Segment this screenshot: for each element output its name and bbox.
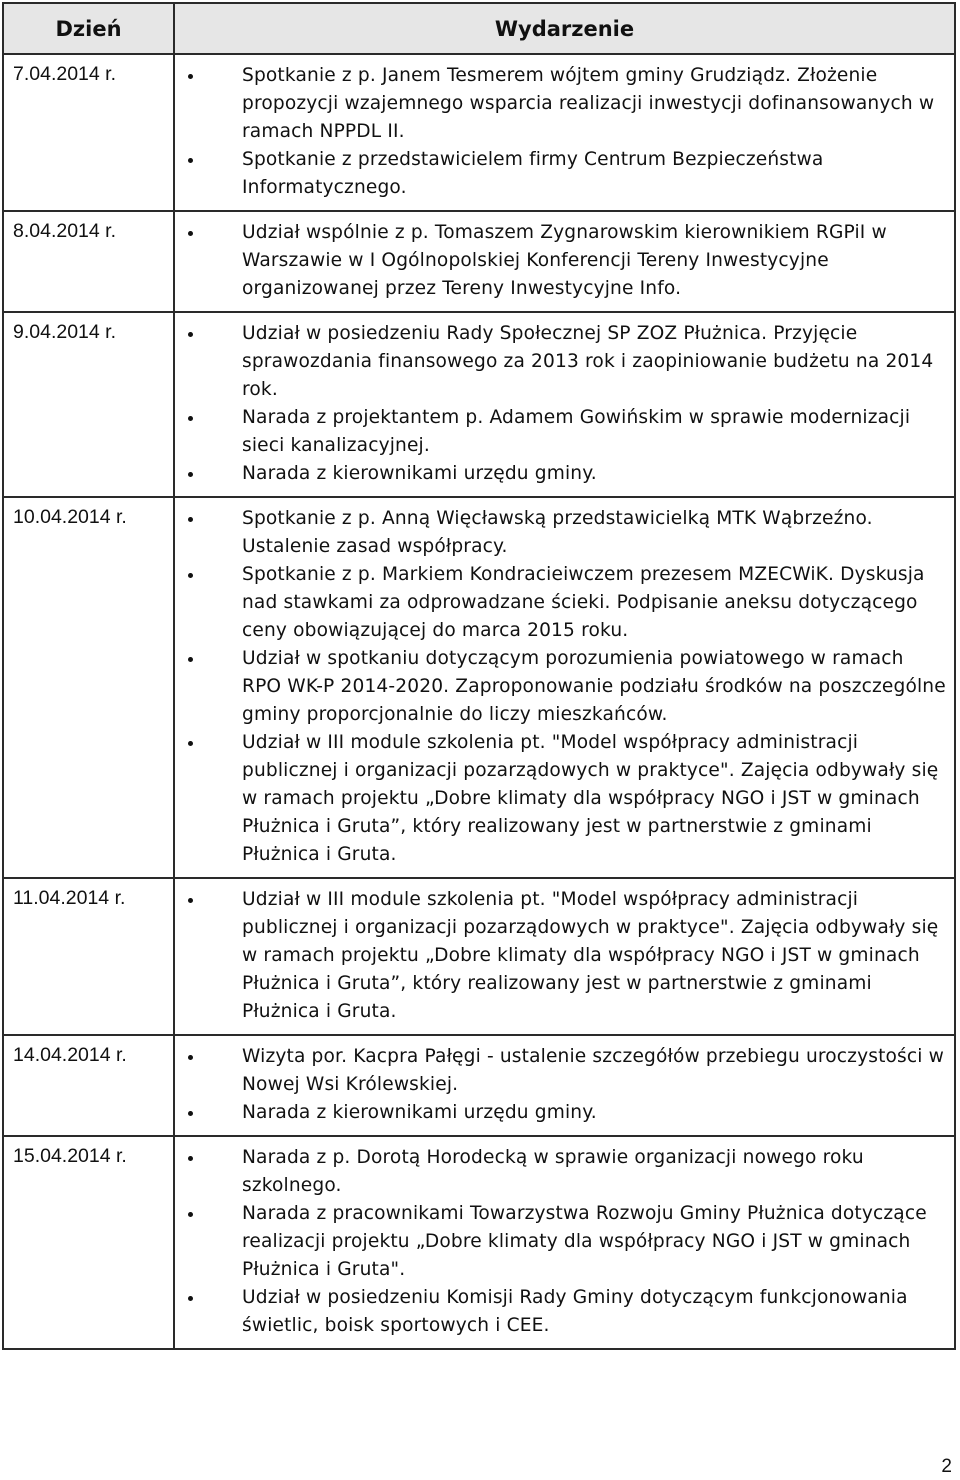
schedule-table (2, 2, 956, 1350)
event-item (175, 645, 948, 729)
day-cell: 9.04.2014 r. (3, 312, 174, 497)
day-cell: 14.04.2014 r. (3, 1035, 174, 1136)
schedule-body (3, 54, 955, 1349)
table-row (3, 1035, 955, 1136)
event-item (175, 1200, 948, 1284)
events-cell (174, 312, 955, 497)
event-text: Narada z kierownikami urzędu gminy. (242, 463, 597, 484)
events-cell (174, 878, 955, 1035)
table-row (3, 211, 955, 312)
bullet-icon (188, 657, 193, 662)
event-item (175, 1043, 948, 1099)
event-text: Narada z pracownikami Towarzystwa Rozwoju Gminy Płużnica dotyczące realizacji projektu „Dobre klimaty dla współpracy NGO i JST w gminach Płużnica i Gruta". (242, 1203, 927, 1280)
event-text: Udział w III module szkolenia pt. "Model współpracy administracji publicznej i organizacji pozarządowych w praktyce". Zajęcia odbywały się w ramach projektu „Dobre klimaty dla współpracy NGO i JST w gminach Płużnica i Gruta”, który realizowany jest w partnerstwie z gminami Płużnica i Gruta. (242, 889, 939, 1022)
event-list (175, 219, 948, 303)
event-column-header: Wydarzenie (174, 3, 955, 54)
event-item (175, 62, 948, 146)
event-list (175, 1144, 948, 1340)
table-row (3, 54, 955, 211)
events-cell (174, 54, 955, 211)
events-cell (174, 497, 955, 878)
event-item (175, 219, 948, 303)
event-text: Spotkanie z p. Markiem Kondracieiwczem prezesem MZECWiK. Dyskusja nad stawkami za odprowadzane ścieki. Podpisanie aneksu dotyczącego ceny obowiązującej do marca 2015 roku. (242, 564, 925, 641)
event-list (175, 62, 948, 202)
event-text: Spotkanie z przedstawicielem firmy Centrum Bezpieczeństwa Informatycznego. (242, 149, 824, 198)
event-text: Udział wspólnie z p. Tomaszem Zygnarowskim kierownikiem RGPiI w Warszawie w I Ogólnopolskiej Konferencji Tereny Inwestycyjne organizowanej przez Tereny Inwestycyjne Info. (242, 222, 887, 299)
header-row (3, 3, 955, 54)
event-list (175, 1043, 948, 1127)
bullet-icon (188, 517, 193, 522)
table-row (3, 878, 955, 1035)
event-list (175, 320, 948, 488)
event-text: Spotkanie z p. Anną Więcławską przedstawicielką MTK Wąbrzeźno. Ustalenie zasad współpracy. (242, 508, 873, 557)
event-item (175, 1144, 948, 1200)
day-column-header: Dzień (3, 3, 174, 54)
table-row (3, 1136, 955, 1349)
events-cell (174, 211, 955, 312)
event-item (175, 505, 948, 561)
event-text: Udział w III module szkolenia pt. "Model współpracy administracji publicznej i organizacji pozarządowych w praktyce". Zajęcia odbywały się w ramach projektu „Dobre klimaty dla współpracy NGO i JST w gminach Płużnica i Gruta”, który realizowany jest w partnerstwie z gminami Płużnica i Gruta. (242, 732, 939, 865)
day-cell: 7.04.2014 r. (3, 54, 174, 211)
event-text: Wizyta por. Kacpra Pałęgi - ustalenie szczegółów przebiegu uroczystości w Nowej Wsi Królewskiej. (242, 1046, 944, 1095)
bullet-icon (188, 1296, 193, 1301)
event-text: Narada z kierownikami urzędu gminy. (242, 1102, 597, 1123)
bullet-icon (188, 158, 193, 163)
event-text: Narada z p. Dorotą Horodecką w sprawie organizacji nowego roku szkolnego. (242, 1147, 864, 1196)
bullet-icon (188, 1212, 193, 1217)
events-cell (174, 1035, 955, 1136)
bullet-icon (188, 74, 193, 79)
event-item (175, 729, 948, 869)
bullet-icon (188, 573, 193, 578)
day-cell: 15.04.2014 r. (3, 1136, 174, 1349)
page-number: 2 (941, 1456, 952, 1477)
event-item (175, 404, 948, 460)
event-item (175, 561, 948, 645)
event-text: Udział w spotkaniu dotyczącym porozumienia powiatowego w ramach RPO WK-P 2014-2020. Zaproponowanie podziału środków na poszczególne gminy proporcjonalnie do liczy mieszkańców. (242, 648, 946, 725)
event-item (175, 460, 948, 488)
events-cell (174, 1136, 955, 1349)
day-cell: 8.04.2014 r. (3, 211, 174, 312)
table-row (3, 497, 955, 878)
event-text: Spotkanie z p. Janem Tesmerem wójtem gminy Grudziądz. Złożenie propozycji wzajemnego wsparcia realizacji inwestycji dofinansowanych w ramach NPPDL II. (242, 65, 935, 142)
bullet-icon (188, 231, 193, 236)
bullet-icon (188, 1156, 193, 1161)
bullet-icon (188, 416, 193, 421)
event-item (175, 1284, 948, 1340)
event-list (175, 886, 948, 1026)
bullet-icon (188, 1111, 193, 1116)
event-item (175, 886, 948, 1026)
event-item (175, 320, 948, 404)
bullet-icon (188, 332, 193, 337)
event-item (175, 146, 948, 202)
event-text: Narada z projektantem p. Adamem Gowińskim w sprawie modernizacji sieci kanalizacyjnej. (242, 407, 911, 456)
table-row (3, 312, 955, 497)
bullet-icon (188, 741, 193, 746)
event-item (175, 1099, 948, 1127)
bullet-icon (188, 472, 193, 477)
event-list (175, 505, 948, 869)
event-text: Udział w posiedzeniu Rady Społecznej SP ZOZ Płużnica. Przyjęcie sprawozdania finansowego za 2013 rok i zaopiniowanie budżetu na 2014 rok. (242, 323, 934, 400)
bullet-icon (188, 1055, 193, 1060)
day-cell: 10.04.2014 r. (3, 497, 174, 878)
bullet-icon (188, 898, 193, 903)
event-text: Udział w posiedzeniu Komisji Rady Gminy dotyczącym funkcjonowania świetlic, boisk sportowych i CEE. (242, 1287, 908, 1336)
day-cell: 11.04.2014 r. (3, 878, 174, 1035)
